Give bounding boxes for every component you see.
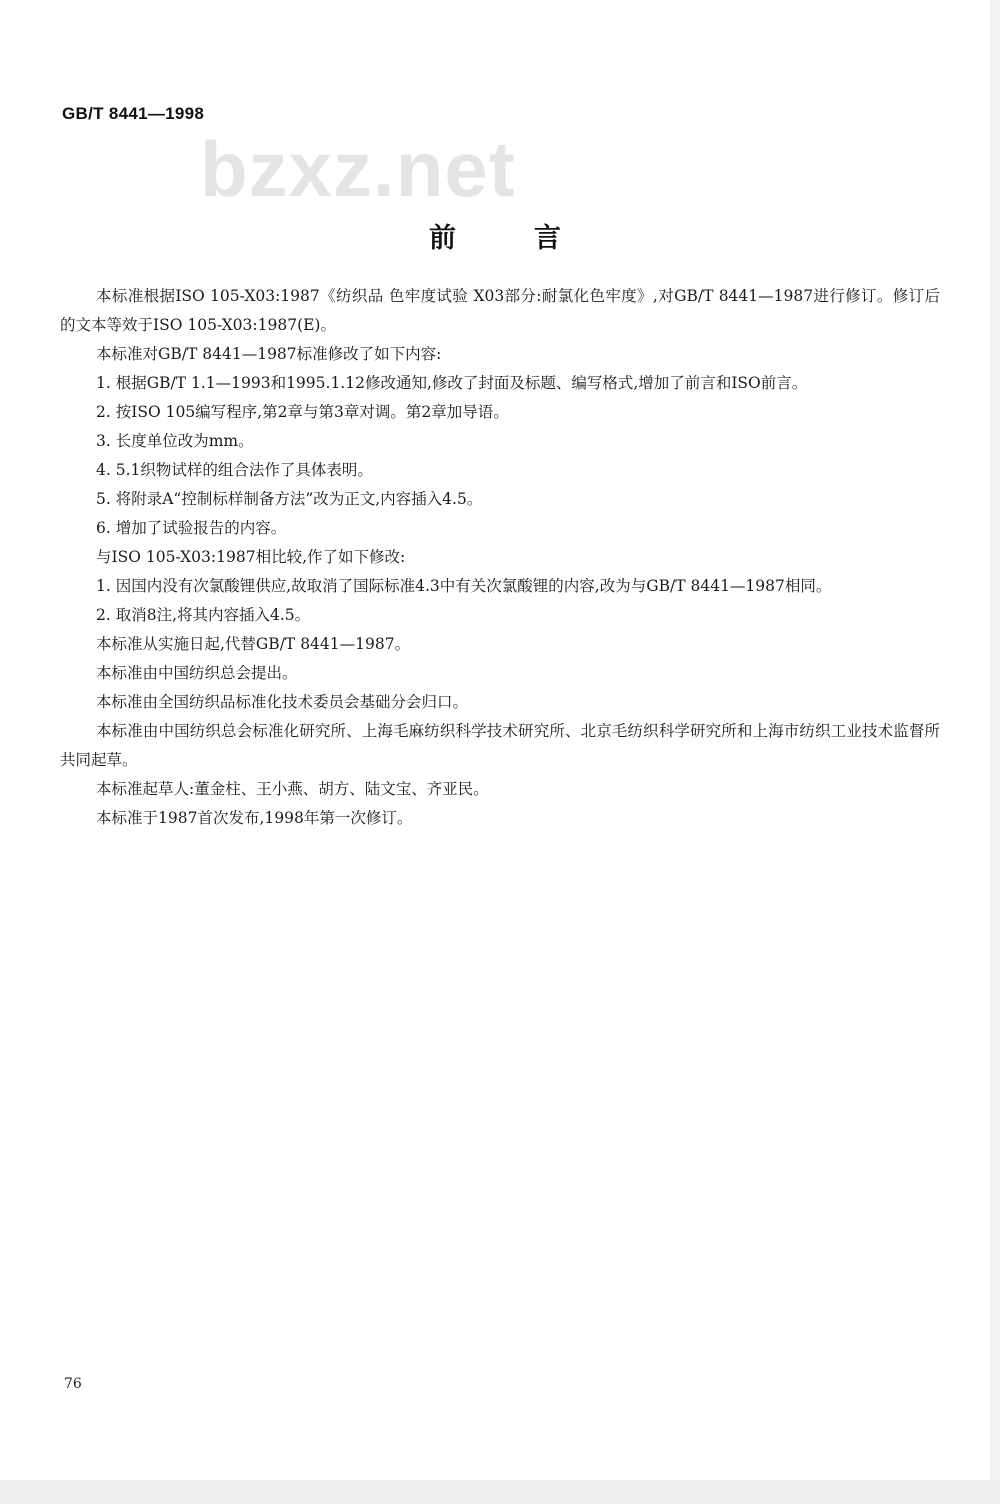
page-edge bbox=[990, 0, 1000, 1504]
paragraph: 本标准从实施日起,代替GB/T 8441—1987。 bbox=[96, 635, 411, 653]
paragraph: 2. 取消8注,将其内容插入4.5。 bbox=[96, 606, 311, 624]
page-number: 76 bbox=[64, 1376, 82, 1392]
paragraph: 1. 根据GB/T 1.1—1993和1995.1.12修改通知,修改了封面及标题、编写格式,增加了前言和ISO前言。 bbox=[96, 374, 808, 392]
paragraph: 本标准由中国纺织总会标准化研究所、上海毛麻纺织科学技术研究所、北京毛纺织科学研究所和上海市纺织工业技术监督所共同起草。 bbox=[60, 722, 940, 769]
paragraph: 本标准根据ISO 105-X03:1987《纺织品 色牢度试验 X03部分:耐氯化色牢度》,对GB/T 8441—1987进行修订。修订后的文本等效于ISO 105-X03:1987(E)。 bbox=[60, 287, 940, 334]
paragraph: 5. 将附录A“控制标样制备方法”改为正文,内容插入4.5。 bbox=[96, 490, 483, 508]
paragraph: 本标准由全国纺织品标准化技术委员会基础分会归口。 bbox=[96, 693, 469, 711]
paragraph: 2. 按ISO 105编写程序,第2章与第3章对调。第2章加导语。 bbox=[96, 403, 509, 421]
paragraph: 本标准由中国纺织总会提出。 bbox=[96, 664, 298, 682]
standard-code: GB/T 8441—1998 bbox=[62, 104, 205, 123]
page-edge bbox=[0, 1480, 1000, 1504]
paragraph: 4. 5.1织物试样的组合法作了具体表明。 bbox=[96, 461, 373, 479]
document-body bbox=[60, 282, 940, 833]
paragraph: 与ISO 105-X03:1987相比较,作了如下修改: bbox=[96, 548, 406, 566]
page-title: 前言 bbox=[429, 223, 639, 254]
paragraph: 6. 增加了试验报告的内容。 bbox=[96, 519, 287, 537]
watermark: bzxz.net bbox=[200, 125, 516, 213]
paragraph: 1. 因国内没有次氯酸锂供应,故取消了国际标准4.3中有关次氯酸锂的内容,改为与GB/T 8441—1987相同。 bbox=[96, 577, 832, 595]
paragraph: 3. 长度单位改为mm。 bbox=[96, 432, 254, 450]
paragraph: 本标准起草人:董金柱、王小燕、胡方、陆文宝、齐亚民。 bbox=[96, 780, 489, 798]
paragraph: 本标准对GB/T 8441—1987标准修改了如下内容: bbox=[96, 345, 442, 363]
paragraph: 本标准于1987首次发布,1998年第一次修订。 bbox=[96, 809, 413, 827]
